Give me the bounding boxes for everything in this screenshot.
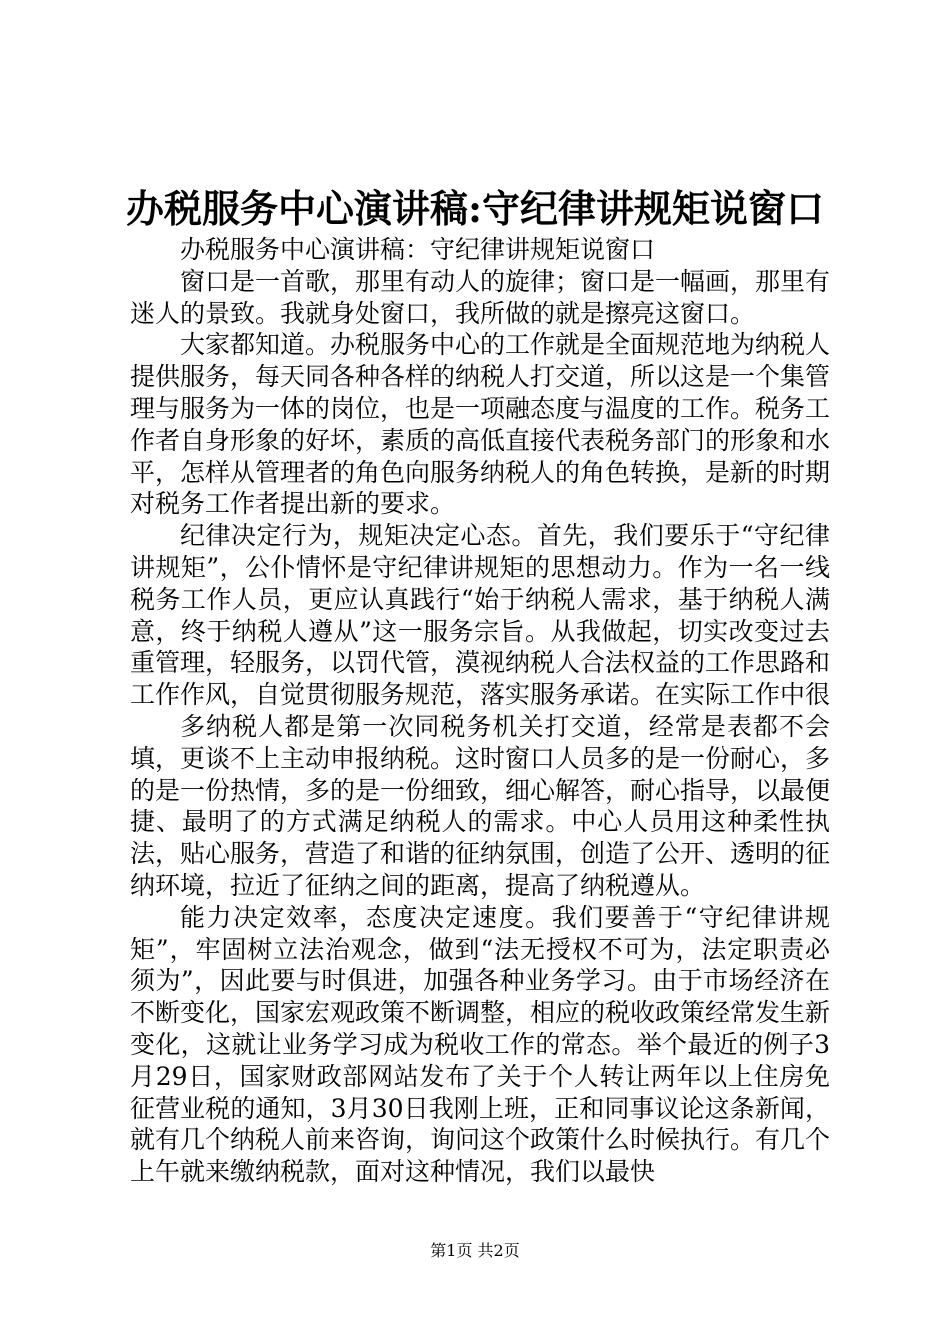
- paragraph: 纪律决定行为，规矩决定心态。首先，我们要乐于“守纪律讲规矩”，公仆情怀是守纪律讲规矩的思想动力。作为一名一线税务工作人员，更应认真践行“始于纳税人需求，基于纳税人满意，终于纳税人遵从”这一服务宗旨。从我做起，切实改变过去重管理，轻服务，以罚代管，漠视纳税人合法权益的工作思路和工作作风，自觉贯彻服务规范，落实服务承诺。在实际工作中很: [130, 521, 831, 710]
- page-number-footer: 第1页 共2页: [430, 1241, 520, 1260]
- paragraph: 大家都知道。办税服务中心的工作就是全面规范地为纳税人提供服务，每天同各种各样的纳税人打交道，所以这是一个集管理与服务为一体的岗位，也是一项融态度与温度的工作。税务工作者自身形象的好坏，素质的高低直接代表税务部门的形象和水平，怎样从管理者的角色向服务纳税人的角色转换，是新的时期对税务工作者提出新的要求。: [130, 330, 831, 519]
- paragraph: 窗口是一首歌，那里有动人的旋律；窗口是一幅画，那里有迷人的景致。我就身处窗口，我所做的就是擦亮这窗口。: [130, 266, 831, 328]
- paragraph: 多纳税人都是第一次同税务机关打交道，经常是表都不会填，更谈不上主动申报纳税。这时窗口人员多的是一份耐心，多的是一份热情，多的是一份细致，细心解答，耐心指导，以最便捷、最明了的方式满足纳税人的需求。中心人员用这种柔性执法，贴心服务，营造了和谐的征纳氛围，创造了公开、透明的征纳环境，拉近了征纳之间的距离，提高了纳税遵从。: [130, 711, 831, 900]
- paragraph: 能力决定效率，态度决定速度。我们要善于“守纪律讲规矩”，牢固树立法治观念，做到“法无授权不可为，法定职责必须为”，因此要与时俱进，加强各种业务学习。由于市场经济在不断变化，国家宏观政策不断调整，相应的税收政策经常发生新变化，这就让业务学习成为税收工作的常态。举个最近的例子3月29日，国家财政部网站发布了关于个人转让两年以上住房免征营业税的通知，3月30日我刚上班，正和同事议论这条新闻，就有几个纳税人前来咨询，询问这个政策什么时候执行。有几个上午就来缴纳税款，面对这种情况，我们以最快: [130, 902, 831, 1187]
- document-body: [130, 234, 830, 1188]
- document-title: 办税服务中心演讲稿:守纪律讲规矩说窗口: [125, 186, 825, 231]
- paragraph-subtitle: 办税服务中心演讲稿：守纪律讲规矩说窗口: [180, 235, 656, 264]
